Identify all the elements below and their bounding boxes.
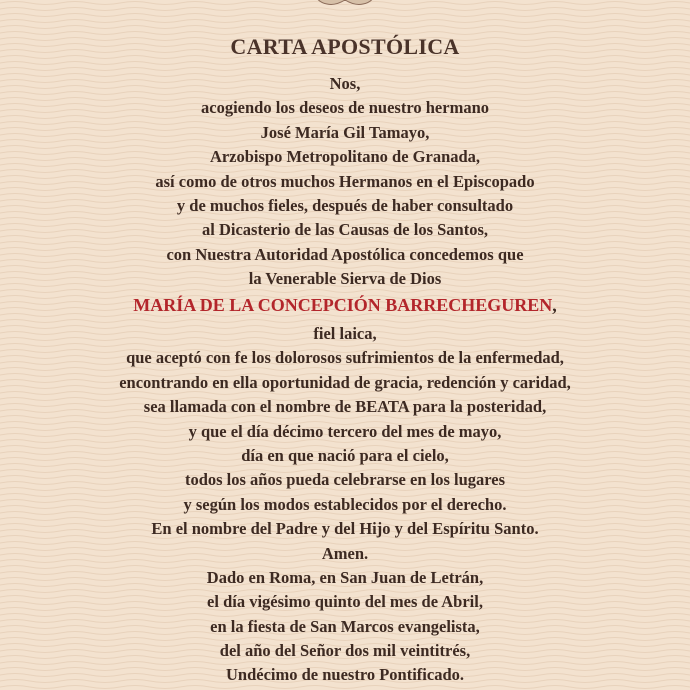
name-comma: , — [552, 295, 557, 315]
beata-name-row — [0, 292, 690, 318]
text-line: acogiendo los deseos de nuestro hermano — [201, 98, 489, 118]
text-line: todos los años pueda celebrarse en los lugares — [184, 470, 506, 490]
text-line: fiel laica, — [313, 324, 377, 343]
body-paragraph — [0, 322, 690, 688]
intro-paragraph — [0, 72, 690, 292]
text-line: José María Gil Tamayo, — [260, 122, 430, 142]
text-line: y según los modos establecidos por el derecho. — [183, 494, 507, 514]
text-line: la Venerable Sierva de Dios — [248, 269, 442, 289]
text-line: con Nuestra Autoridad Apostólica concedemos que — [166, 244, 524, 264]
beata-name: MARÍA DE LA CONCEPCIÓN BARRECHEGUREN — [133, 295, 553, 315]
text-line: Dado en Roma, en San Juan de Letrán, — [206, 567, 484, 587]
text-line: que aceptó con fe los dolorosos sufrimientos de la enfermedad, — [126, 348, 564, 368]
text-line: del año del Señor dos mil veintitrés, — [219, 641, 471, 661]
text-line: sea llamada con el nombre de BEATA para la posteridad, — [143, 397, 547, 417]
text-line: Nos, — [329, 74, 361, 93]
text-line: así como de otros muchos Hermanos en el Episcopado — [155, 171, 535, 191]
text-line: el día vigésimo quinto del mes de Abril, — [207, 592, 483, 612]
text-line: En el nombre del Padre y del Hijo y del Espíritu Santo. — [151, 519, 539, 539]
document-title: CARTA APOSTÓLICA — [230, 34, 460, 59]
text-line: Arzobispo Metropolitano de Granada, — [209, 147, 481, 167]
text-line: y que el día décimo tercero del mes de mayo, — [188, 421, 502, 441]
text-line: Amen. — [321, 543, 369, 563]
text-line: y de muchos fieles, después de haber consultado — [176, 195, 514, 215]
papal-seal-icon — [305, 0, 385, 10]
text-line: día en que nació para el cielo, — [241, 445, 449, 465]
text-line: encontrando en ella oportunidad de gracia, redención y caridad, — [119, 372, 571, 392]
text-line: al Dicasterio de las Causas de los Santos, — [201, 220, 489, 240]
text-line: Undécimo de nuestro Pontificado. — [225, 665, 465, 685]
text-line: en la fiesta de San Marcos evangelista, — [210, 616, 480, 636]
